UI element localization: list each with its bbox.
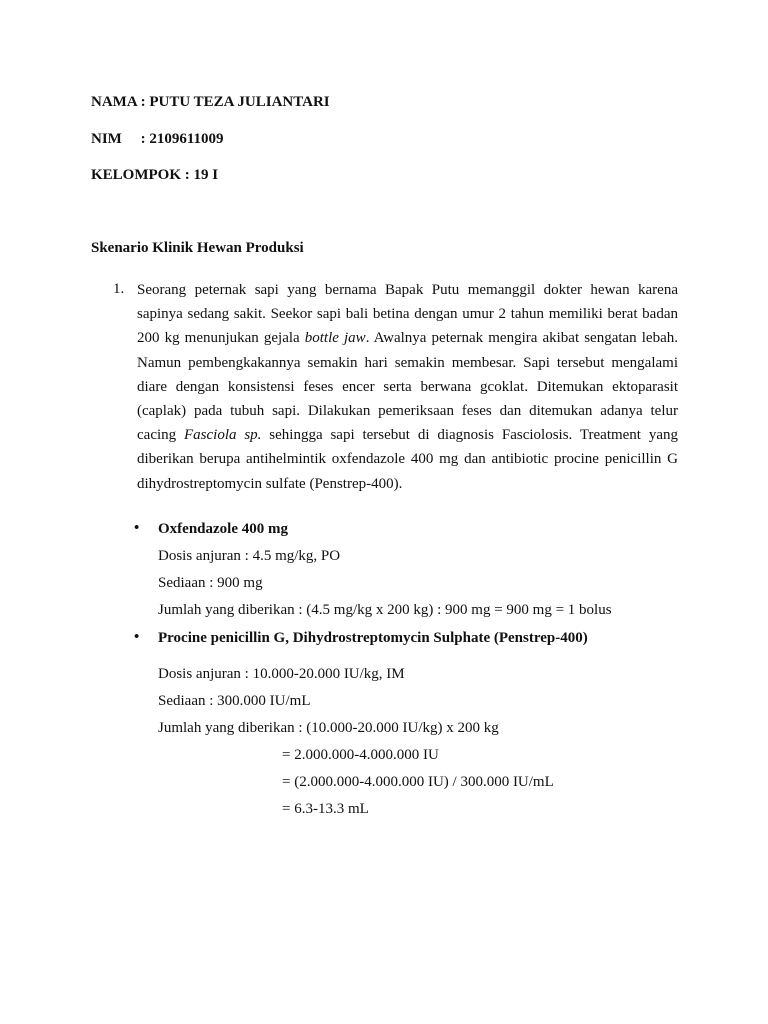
- drug1-dose: Dosis anjuran : 4.5 mg/kg, PO: [158, 548, 341, 564]
- scenario-text-3: sehingga sapi tersebut di diagnosis Fasciolosis. Treatment yang diberikan berupa antihelmintik oxfendazole 400 mg dan antibiotic procine penicillin G dihydrostreptomycin sulfate (Penstrep-400).: [137, 427, 678, 492]
- drug2-calc-3: = 6.3-13.3 mL: [282, 801, 369, 817]
- scenario-paragraph: [137, 278, 678, 496]
- drug2-calc-1: = 2.000.000-4.000.000 IU: [282, 747, 439, 763]
- drug2-amount: Jumlah yang diberikan : (10.000-20.000 IU/kg) x 200 kg: [158, 720, 499, 736]
- scenario-text-2: . Awalnya peternak mengira akibat sengatan lebah. Namun pembengkakannya semakin hari semakin membesar. Sapi tersebut mengalami diare dengan konsistensi feses encer serta berwana gcoklat. Ditemukan ektoparasit (caplak) pada tubuh sapi. Dilakukan pemeriksaan feses dan ditemukan adanya telur cacing: [137, 330, 678, 444]
- bullet-icon: •: [134, 629, 140, 645]
- drug2-calc-2: = (2.000.000-4.000.000 IU) / 300.000 IU/mL: [282, 774, 554, 790]
- drug1-amount: Jumlah yang diberikan : (4.5 mg/kg x 200 kg) : 900 mg = 900 mg = 1 bolus: [158, 602, 612, 618]
- drug2-preparation: Sediaan : 300.000 IU/mL: [158, 693, 311, 709]
- student-name: NAMA : PUTU TEZA JULIANTARI: [91, 94, 330, 110]
- bullet-icon: •: [134, 520, 140, 536]
- student-nim: NIM : 2109611009: [91, 131, 224, 147]
- scenario-italic-2: Fasciola sp.: [184, 427, 262, 444]
- section-title: Skenario Klinik Hewan Produksi: [91, 240, 304, 256]
- student-group: KELOMPOK : 19 I: [91, 167, 219, 183]
- scenario-italic-1: bottle jaw: [304, 330, 366, 347]
- drug2-dose: Dosis anjuran : 10.000-20.000 IU/kg, IM: [158, 666, 405, 682]
- list-item-number: 1.: [113, 281, 125, 297]
- drug1-preparation: Sediaan : 900 mg: [158, 575, 263, 591]
- scenario-text-1: Seorang peternak sapi yang bernama Bapak Putu memanggil dokter hewan karena sapinya sedang sakit. Seekor sapi bali betina dengan umur 2 tahun memiliki berat badan 200 kg menunjukan gejala: [137, 282, 678, 347]
- drug2-name: Procine penicillin G, Dihydrostreptomycin Sulphate (Penstrep-400): [158, 630, 588, 646]
- drug1-name: Oxfendazole 400 mg: [158, 521, 288, 537]
